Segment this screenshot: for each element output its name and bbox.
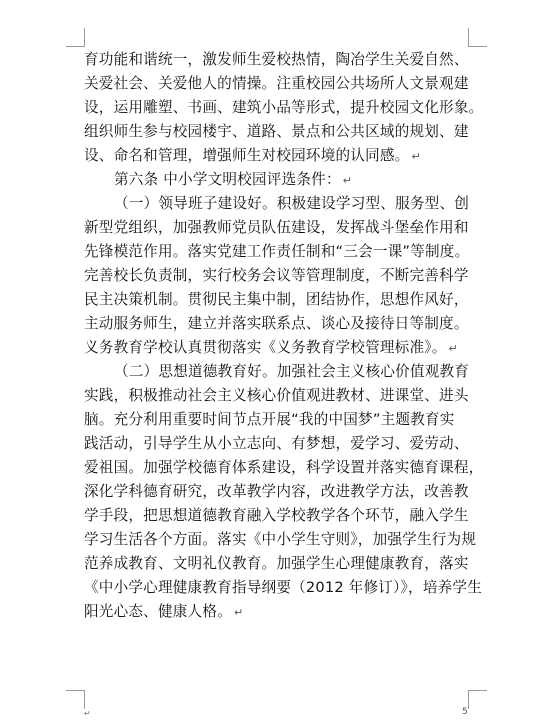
- text-line-content: 主动服务师生，建立并落实联系点、谈心及接待日等制度。: [84, 315, 469, 332]
- text-line-content: 关爱社会、关爱他人的情操。注重校园公共场所人文景观建: [84, 75, 469, 92]
- text-line: [84, 528, 477, 552]
- text-line: [84, 168, 474, 192]
- document-body[interactable]: [84, 48, 484, 624]
- paragraph-mark-icon: ↵: [411, 150, 421, 163]
- text-line: [84, 192, 474, 216]
- text-line-content: 设，运用雕塑、书画、建筑小品等形式，提升校园文化形象。: [84, 99, 484, 116]
- text-line-content: 范养成教育、文明礼仪教育。加强学生心理健康教育，落实: [84, 555, 469, 572]
- text-line-content: 学习生活各个方面。落实《中小学生守则》，加强学生行为规: [84, 531, 477, 548]
- text-line: [84, 144, 474, 168]
- text-line-content: （一）领导班子建设好。积极建设学习型、服务型、创: [114, 195, 470, 212]
- text-line-content: 新型党组织，加强教师党员队伍建设，发挥战斗堡垒作用和: [84, 219, 469, 236]
- text-line-content: 先锋模范作用。落实党建工作责任制和“三会一课”等制度。: [84, 243, 470, 260]
- text-line-content: 完善校长负责制，实行校务会议等管理制度，不断完善科学: [84, 267, 469, 284]
- text-line: [84, 336, 474, 360]
- text-line-content: 践活动，引导学生从小立志向、有梦想，爱学习、爱劳动、: [84, 435, 469, 452]
- text-line-content: 实践，积极推动社会主义核心价值观进教材、进课堂、进头: [84, 387, 469, 404]
- text-line: [84, 408, 474, 432]
- text-line-content: 阳光心态、健康人格。: [84, 603, 232, 620]
- crop-mark-bottom-right: [468, 690, 487, 709]
- crop-mark-top-left: [66, 28, 85, 47]
- text-line-content: 学手段，把思想道德教育融入学校教学各个环节，融入学生: [84, 507, 469, 524]
- text-line: [84, 600, 474, 624]
- text-line: [84, 240, 474, 264]
- text-line: [84, 384, 474, 408]
- text-line: [84, 576, 483, 600]
- text-line: [84, 456, 484, 480]
- text-line-content: 组织师生参与校园楼宇、道路、景点和公共区域的规划、建: [84, 123, 469, 140]
- text-line-content: 第六条 中小学文明校园评选条件：: [114, 171, 341, 188]
- text-line: [84, 72, 474, 96]
- text-line: [84, 288, 474, 312]
- text-line: [84, 504, 474, 528]
- paragraph-mark-icon: ↵: [342, 174, 353, 187]
- text-line-content: 脑。充分利用重要时间节点开展“我的中国梦”主题教育实: [84, 411, 455, 428]
- text-line-content: 义务教育学校认真贯彻落实《义务教育学校管理标准》。: [84, 339, 447, 356]
- crop-mark-bottom-left: [66, 690, 85, 709]
- paragraph-mark-icon: ↵: [233, 606, 244, 619]
- text-line: [84, 360, 474, 384]
- text-line-content: 育功能和谐统一，激发师生爱校热情，陶冶学生关爱自然、: [84, 51, 469, 68]
- text-line: [84, 312, 474, 336]
- text-line-content: 设、命名和管理，增强师生对校园环境的认同感。: [84, 147, 410, 164]
- text-line: [84, 96, 484, 120]
- footer-paragraph-mark: ↵: [84, 709, 91, 718]
- text-line: [84, 432, 474, 456]
- text-line: [84, 264, 474, 288]
- text-line: [84, 480, 474, 504]
- text-line-content: 爱祖国。加强学校德育体系建设，科学设置并落实德育课程，: [84, 459, 484, 476]
- text-line: [84, 552, 474, 576]
- crop-mark-top-right: [468, 28, 487, 47]
- text-line: [84, 216, 474, 240]
- paragraph-mark-icon: ↵: [448, 342, 458, 355]
- text-line: [84, 48, 474, 72]
- text-line-content: 民主决策机制。贯彻民主集中制，团结协作，思想作风好，: [84, 291, 469, 308]
- text-line-content: （二）思想道德教育好。加强社会主义核心价值观教育: [114, 363, 470, 380]
- text-line-content: 深化学科德育研究，改革教学内容，改进教学方法，改善教: [84, 483, 469, 500]
- text-line: [84, 120, 474, 144]
- text-line-content: 《中小学心理健康教育指导纲要（2012 年修订）》，培养学生: [84, 579, 483, 596]
- page-number: 5: [462, 707, 468, 717]
